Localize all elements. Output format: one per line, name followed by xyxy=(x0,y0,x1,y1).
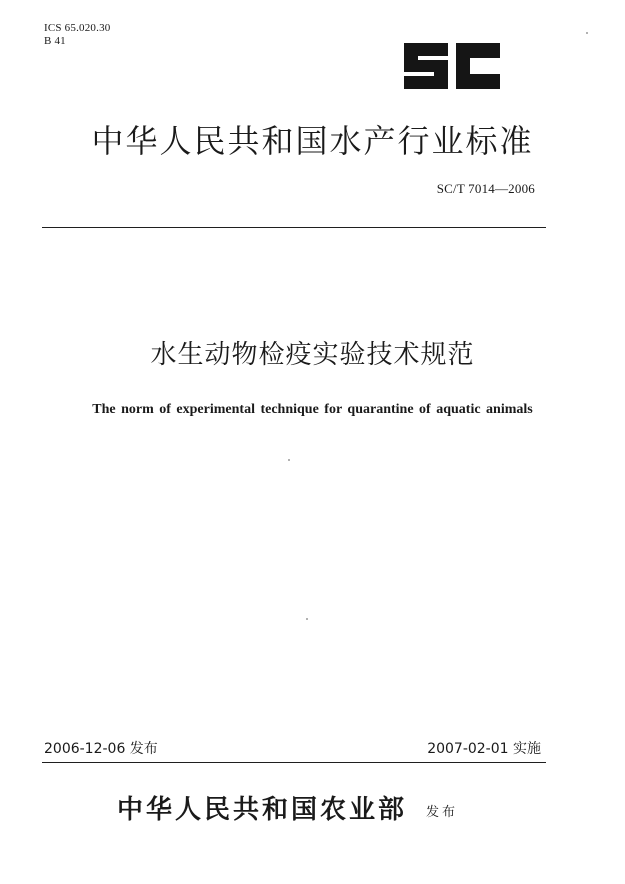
document-title-english: The norm of experimental technique for quarantine of aquatic animals xyxy=(92,402,533,417)
issuing-action: 发布 xyxy=(426,805,459,820)
bottom-divider xyxy=(42,762,546,763)
scan-speck xyxy=(306,618,308,620)
standard-number: SC/T 7014—2006 xyxy=(436,181,535,196)
document-title-chinese: 水生动物检疫实验技术规范 xyxy=(150,340,475,370)
implementation-date: 2007-02-01 实施 xyxy=(427,741,541,757)
ics-code: ICS 65.020.30 xyxy=(44,22,111,34)
sc-logo xyxy=(402,43,502,89)
scan-speck xyxy=(288,459,290,461)
classification-code: B 41 xyxy=(44,35,66,47)
scan-speck xyxy=(586,32,588,34)
issuing-authority: 中华人民共和国农业部 xyxy=(117,795,408,825)
industry-standard-heading: 中华人民共和国水产行业标准 xyxy=(91,122,534,160)
top-divider xyxy=(42,227,546,228)
publication-date: 2006-12-06 发布 xyxy=(44,741,158,757)
